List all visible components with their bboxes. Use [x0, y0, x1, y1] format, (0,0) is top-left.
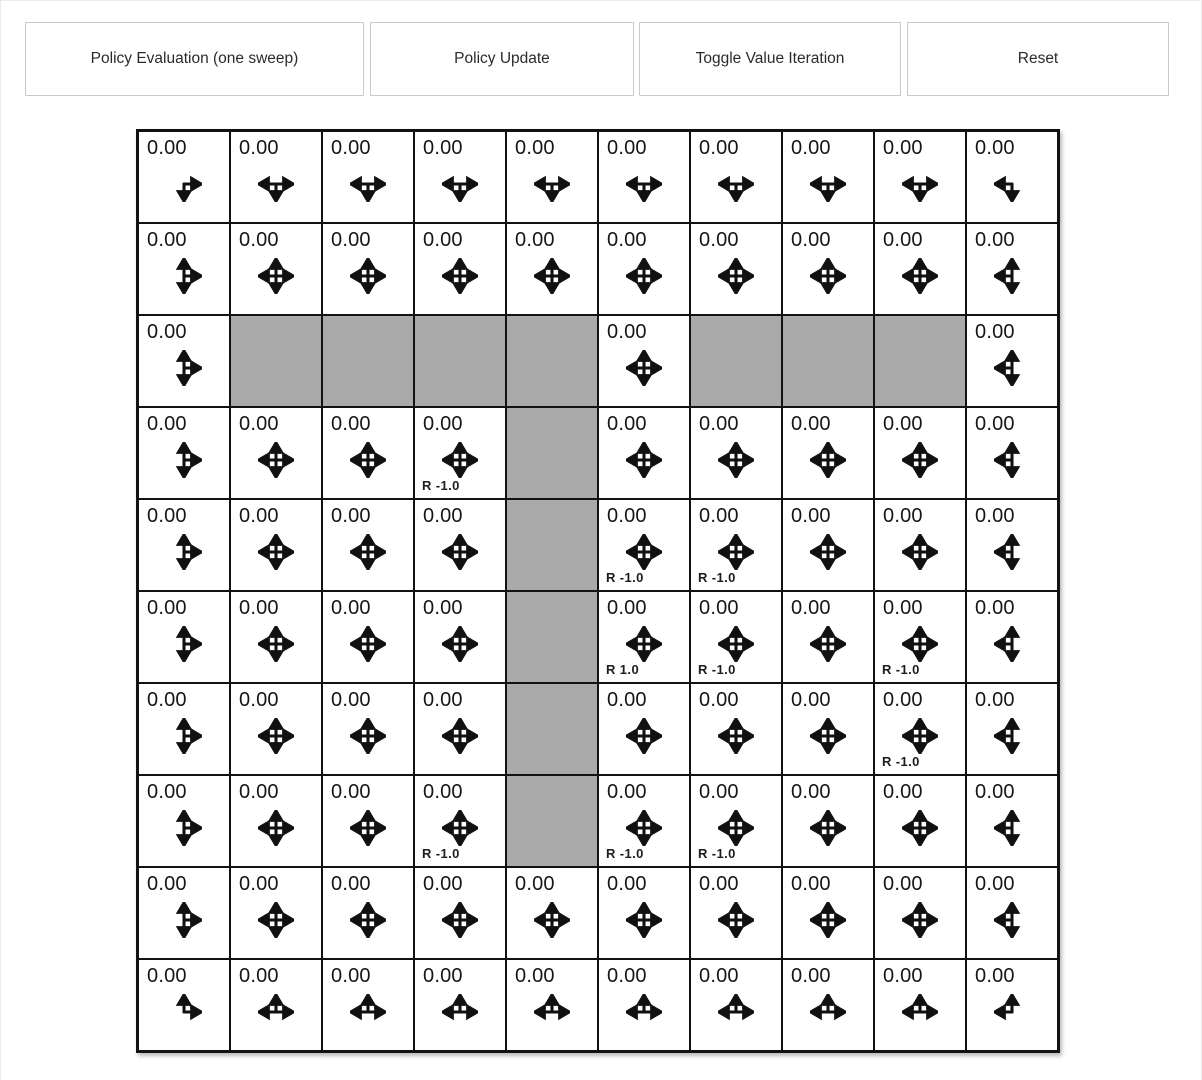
wall-cell: [506, 591, 598, 683]
state-cell[interactable]: [782, 499, 874, 591]
policy-arrow-icon: [718, 166, 754, 202]
policy-arrow-icon: [626, 994, 662, 1030]
state-cell[interactable]: [322, 499, 414, 591]
state-cell[interactable]: [966, 131, 1058, 223]
reward-label: R -1.0: [422, 846, 460, 861]
policy-arrow-icon: [626, 442, 662, 478]
state-value: 0.00: [423, 965, 463, 987]
state-value: 0.00: [331, 689, 371, 711]
state-value: 0.00: [147, 321, 187, 343]
policy-arrow-icon: [350, 258, 386, 294]
state-value: 0.00: [699, 505, 739, 527]
state-cell[interactable]: [874, 223, 966, 315]
policy-arrow-icon: [166, 442, 202, 478]
state-value: 0.00: [883, 597, 923, 619]
wall-cell: [690, 315, 782, 407]
state-cell[interactable]: [690, 591, 782, 683]
policy-arrow-icon: [626, 810, 662, 846]
state-value: 0.00: [883, 229, 923, 251]
state-value: 0.00: [423, 413, 463, 435]
state-cell[interactable]: [138, 131, 230, 223]
state-cell[interactable]: [414, 407, 506, 499]
reward-label: R -1.0: [882, 754, 920, 769]
state-cell[interactable]: [598, 591, 690, 683]
policy-arrow-icon: [258, 994, 294, 1030]
policy-arrow-icon: [258, 810, 294, 846]
state-value: 0.00: [791, 137, 831, 159]
state-cell[interactable]: [414, 775, 506, 867]
state-cell[interactable]: [690, 131, 782, 223]
policy-arrow-icon: [442, 442, 478, 478]
policy-arrow-icon: [994, 534, 1030, 570]
state-value: 0.00: [883, 689, 923, 711]
policy-arrow-icon: [810, 626, 846, 662]
state-value: 0.00: [147, 413, 187, 435]
policy-arrow-icon: [626, 350, 662, 386]
policy-arrow-icon: [902, 902, 938, 938]
policy-arrow-icon: [810, 810, 846, 846]
state-value: 0.00: [607, 689, 647, 711]
state-cell[interactable]: [598, 867, 690, 959]
state-value: 0.00: [239, 505, 279, 527]
policy-arrow-icon: [994, 350, 1030, 386]
policy-arrow-icon: [534, 166, 570, 202]
state-cell[interactable]: [230, 959, 322, 1051]
policy-arrow-icon: [626, 902, 662, 938]
state-value: 0.00: [975, 781, 1015, 803]
state-cell[interactable]: [138, 407, 230, 499]
policy-arrow-icon: [534, 902, 570, 938]
policy-arrow-icon: [166, 718, 202, 754]
state-value: 0.00: [607, 321, 647, 343]
policy-update-button[interactable]: Policy Update: [370, 22, 634, 96]
gridworld: [136, 129, 1060, 1053]
state-cell[interactable]: [414, 683, 506, 775]
state-value: 0.00: [975, 597, 1015, 619]
policy-arrow-icon: [350, 626, 386, 662]
state-value: 0.00: [883, 505, 923, 527]
state-value: 0.00: [699, 229, 739, 251]
state-cell[interactable]: [322, 223, 414, 315]
wall-cell: [230, 315, 322, 407]
wall-cell: [322, 315, 414, 407]
wall-cell: [874, 315, 966, 407]
state-value: 0.00: [975, 321, 1015, 343]
wall-cell: [506, 315, 598, 407]
state-cell[interactable]: [138, 591, 230, 683]
state-cell[interactable]: [966, 867, 1058, 959]
state-value: 0.00: [423, 873, 463, 895]
state-value: 0.00: [883, 781, 923, 803]
policy-evaluation-button[interactable]: Policy Evaluation (one sweep): [25, 22, 364, 96]
policy-arrow-icon: [718, 718, 754, 754]
policy-arrow-icon: [442, 258, 478, 294]
policy-arrow-icon: [166, 810, 202, 846]
state-cell[interactable]: [690, 407, 782, 499]
state-value: 0.00: [883, 965, 923, 987]
state-cell[interactable]: [138, 223, 230, 315]
policy-arrow-icon: [258, 718, 294, 754]
state-cell[interactable]: [874, 131, 966, 223]
state-value: 0.00: [147, 873, 187, 895]
policy-arrow-icon: [994, 626, 1030, 662]
state-value: 0.00: [975, 689, 1015, 711]
wall-cell: [506, 407, 598, 499]
state-cell[interactable]: [782, 407, 874, 499]
state-value: 0.00: [147, 597, 187, 619]
policy-arrow-icon: [994, 810, 1030, 846]
state-value: 0.00: [607, 965, 647, 987]
state-cell[interactable]: [598, 315, 690, 407]
policy-arrow-icon: [902, 718, 938, 754]
policy-arrow-icon: [442, 994, 478, 1030]
state-value: 0.00: [975, 137, 1015, 159]
policy-arrow-icon: [810, 442, 846, 478]
policy-arrow-icon: [626, 626, 662, 662]
policy-arrow-icon: [994, 718, 1030, 754]
policy-arrow-icon: [718, 626, 754, 662]
state-cell[interactable]: [782, 959, 874, 1051]
state-cell[interactable]: [782, 591, 874, 683]
policy-arrow-icon: [350, 902, 386, 938]
state-value: 0.00: [699, 597, 739, 619]
state-value: 0.00: [699, 873, 739, 895]
state-cell[interactable]: [598, 407, 690, 499]
policy-arrow-icon: [810, 258, 846, 294]
state-value: 0.00: [607, 873, 647, 895]
policy-arrow-icon: [534, 258, 570, 294]
policy-arrow-icon: [902, 626, 938, 662]
reward-label: R -1.0: [698, 570, 736, 585]
reset-button[interactable]: Reset: [907, 22, 1169, 96]
reward-label: R -1.0: [606, 570, 644, 585]
state-cell[interactable]: [690, 775, 782, 867]
state-cell[interactable]: [598, 499, 690, 591]
state-value: 0.00: [239, 689, 279, 711]
state-cell[interactable]: [598, 959, 690, 1051]
reward-label: R -1.0: [882, 662, 920, 677]
state-cell[interactable]: [690, 223, 782, 315]
state-value: 0.00: [607, 413, 647, 435]
state-value: 0.00: [607, 505, 647, 527]
state-cell[interactable]: [598, 775, 690, 867]
policy-arrow-icon: [902, 534, 938, 570]
policy-arrow-icon: [534, 994, 570, 1030]
state-cell[interactable]: [782, 683, 874, 775]
policy-arrow-icon: [902, 810, 938, 846]
state-cell[interactable]: [230, 591, 322, 683]
state-value: 0.00: [791, 873, 831, 895]
policy-arrow-icon: [442, 810, 478, 846]
state-cell[interactable]: [230, 499, 322, 591]
state-cell[interactable]: [322, 131, 414, 223]
wall-cell: [506, 683, 598, 775]
policy-arrow-icon: [442, 534, 478, 570]
state-value: 0.00: [147, 965, 187, 987]
state-value: 0.00: [791, 965, 831, 987]
policy-arrow-icon: [258, 902, 294, 938]
state-cell[interactable]: [874, 407, 966, 499]
state-value: 0.00: [607, 229, 647, 251]
state-cell[interactable]: [230, 683, 322, 775]
state-cell[interactable]: [966, 683, 1058, 775]
state-value: 0.00: [607, 137, 647, 159]
state-cell[interactable]: [966, 315, 1058, 407]
state-cell[interactable]: [874, 959, 966, 1051]
policy-arrow-icon: [810, 994, 846, 1030]
policy-arrow-icon: [166, 994, 202, 1030]
policy-arrow-icon: [258, 534, 294, 570]
state-cell[interactable]: [782, 223, 874, 315]
policy-arrow-icon: [994, 902, 1030, 938]
state-cell[interactable]: [874, 683, 966, 775]
reward-label: R -1.0: [698, 662, 736, 677]
wall-cell: [506, 499, 598, 591]
state-value: 0.00: [331, 873, 371, 895]
state-value: 0.00: [515, 965, 555, 987]
state-cell[interactable]: [690, 499, 782, 591]
policy-arrow-icon: [994, 994, 1030, 1030]
state-value: 0.00: [239, 597, 279, 619]
state-value: 0.00: [699, 689, 739, 711]
policy-arrow-icon: [626, 534, 662, 570]
state-cell[interactable]: [322, 867, 414, 959]
state-cell[interactable]: [966, 407, 1058, 499]
state-cell[interactable]: [230, 407, 322, 499]
state-value: 0.00: [883, 873, 923, 895]
state-value: 0.00: [791, 413, 831, 435]
policy-arrow-icon: [442, 902, 478, 938]
policy-arrow-icon: [902, 166, 938, 202]
state-value: 0.00: [331, 137, 371, 159]
state-value: 0.00: [239, 229, 279, 251]
policy-arrow-icon: [442, 626, 478, 662]
policy-arrow-icon: [350, 810, 386, 846]
policy-arrow-icon: [810, 534, 846, 570]
state-cell[interactable]: [138, 315, 230, 407]
state-cell[interactable]: [874, 499, 966, 591]
policy-arrow-icon: [626, 166, 662, 202]
policy-arrow-icon: [166, 258, 202, 294]
state-cell[interactable]: [414, 591, 506, 683]
state-value: 0.00: [331, 597, 371, 619]
state-value: 0.00: [147, 229, 187, 251]
state-value: 0.00: [883, 137, 923, 159]
state-cell[interactable]: [966, 223, 1058, 315]
state-value: 0.00: [331, 229, 371, 251]
policy-arrow-icon: [994, 442, 1030, 478]
state-value: 0.00: [515, 137, 555, 159]
state-cell[interactable]: [414, 867, 506, 959]
state-value: 0.00: [423, 505, 463, 527]
policy-arrow-icon: [902, 442, 938, 478]
toggle-value-iteration-button[interactable]: Toggle Value Iteration: [639, 22, 901, 96]
state-value: 0.00: [699, 137, 739, 159]
state-cell[interactable]: [230, 131, 322, 223]
state-value: 0.00: [423, 137, 463, 159]
state-cell[interactable]: [138, 683, 230, 775]
state-cell[interactable]: [414, 223, 506, 315]
state-value: 0.00: [975, 229, 1015, 251]
reward-label: R -1.0: [698, 846, 736, 861]
policy-arrow-icon: [350, 534, 386, 570]
state-cell[interactable]: [598, 223, 690, 315]
reward-label: R -1.0: [606, 846, 644, 861]
policy-arrow-icon: [994, 166, 1030, 202]
state-cell[interactable]: [230, 223, 322, 315]
policy-arrow-icon: [718, 994, 754, 1030]
state-cell[interactable]: [966, 499, 1058, 591]
state-value: 0.00: [423, 689, 463, 711]
policy-arrow-icon: [166, 350, 202, 386]
state-value: 0.00: [147, 689, 187, 711]
state-cell[interactable]: [322, 959, 414, 1051]
state-cell[interactable]: [414, 131, 506, 223]
policy-arrow-icon: [902, 258, 938, 294]
state-cell[interactable]: [506, 131, 598, 223]
state-cell[interactable]: [506, 867, 598, 959]
state-value: 0.00: [239, 137, 279, 159]
policy-arrow-icon: [258, 442, 294, 478]
state-cell[interactable]: [966, 775, 1058, 867]
state-value: 0.00: [239, 873, 279, 895]
policy-arrow-icon: [166, 534, 202, 570]
state-value: 0.00: [239, 965, 279, 987]
state-value: 0.00: [423, 229, 463, 251]
state-cell[interactable]: [230, 775, 322, 867]
state-cell[interactable]: [598, 683, 690, 775]
state-cell[interactable]: [322, 591, 414, 683]
policy-arrow-icon: [718, 902, 754, 938]
state-cell[interactable]: [506, 959, 598, 1051]
state-value: 0.00: [975, 965, 1015, 987]
policy-arrow-icon: [718, 534, 754, 570]
state-cell[interactable]: [690, 867, 782, 959]
state-cell[interactable]: [874, 775, 966, 867]
policy-arrow-icon: [718, 810, 754, 846]
wall-cell: [414, 315, 506, 407]
state-value: 0.00: [791, 229, 831, 251]
policy-arrow-icon: [166, 626, 202, 662]
state-cell[interactable]: [782, 131, 874, 223]
reward-label: R -1.0: [422, 478, 460, 493]
policy-arrow-icon: [902, 994, 938, 1030]
state-cell[interactable]: [322, 775, 414, 867]
state-cell[interactable]: [414, 959, 506, 1051]
policy-arrow-icon: [994, 258, 1030, 294]
policy-arrow-icon: [810, 902, 846, 938]
state-value: 0.00: [515, 229, 555, 251]
policy-arrow-icon: [718, 258, 754, 294]
state-value: 0.00: [607, 781, 647, 803]
state-cell[interactable]: [782, 775, 874, 867]
state-cell[interactable]: [322, 683, 414, 775]
state-cell[interactable]: [414, 499, 506, 591]
policy-arrow-icon: [258, 166, 294, 202]
state-value: 0.00: [791, 689, 831, 711]
state-value: 0.00: [331, 413, 371, 435]
wall-cell: [782, 315, 874, 407]
wall-cell: [506, 775, 598, 867]
policy-arrow-icon: [350, 442, 386, 478]
state-cell[interactable]: [690, 959, 782, 1051]
state-cell[interactable]: [966, 959, 1058, 1051]
policy-arrow-icon: [350, 718, 386, 754]
state-cell[interactable]: [138, 499, 230, 591]
state-value: 0.00: [239, 413, 279, 435]
state-value: 0.00: [975, 505, 1015, 527]
state-cell[interactable]: [506, 223, 598, 315]
state-cell[interactable]: [966, 591, 1058, 683]
state-cell[interactable]: [690, 683, 782, 775]
policy-arrow-icon: [626, 258, 662, 294]
policy-arrow-icon: [258, 258, 294, 294]
state-cell[interactable]: [138, 775, 230, 867]
state-cell[interactable]: [874, 867, 966, 959]
state-value: 0.00: [791, 597, 831, 619]
state-cell[interactable]: [874, 591, 966, 683]
state-value: 0.00: [699, 965, 739, 987]
state-value: 0.00: [423, 597, 463, 619]
policy-arrow-icon: [810, 166, 846, 202]
policy-arrow-icon: [350, 994, 386, 1030]
state-value: 0.00: [147, 137, 187, 159]
state-value: 0.00: [699, 781, 739, 803]
state-cell[interactable]: [230, 867, 322, 959]
state-value: 0.00: [331, 781, 371, 803]
policy-arrow-icon: [718, 442, 754, 478]
state-cell[interactable]: [782, 867, 874, 959]
state-value: 0.00: [331, 965, 371, 987]
policy-arrow-icon: [166, 166, 202, 202]
reward-label: R 1.0: [606, 662, 640, 677]
state-value: 0.00: [883, 413, 923, 435]
state-value: 0.00: [975, 413, 1015, 435]
state-value: 0.00: [147, 505, 187, 527]
state-value: 0.00: [699, 413, 739, 435]
state-value: 0.00: [239, 781, 279, 803]
state-cell[interactable]: [598, 131, 690, 223]
state-value: 0.00: [423, 781, 463, 803]
policy-arrow-icon: [350, 166, 386, 202]
state-cell[interactable]: [138, 867, 230, 959]
policy-arrow-icon: [442, 718, 478, 754]
state-value: 0.00: [791, 505, 831, 527]
policy-arrow-icon: [626, 718, 662, 754]
state-value: 0.00: [607, 597, 647, 619]
state-value: 0.00: [975, 873, 1015, 895]
state-cell[interactable]: [322, 407, 414, 499]
state-value: 0.00: [147, 781, 187, 803]
policy-arrow-icon: [810, 718, 846, 754]
state-value: 0.00: [331, 505, 371, 527]
policy-arrow-icon: [258, 626, 294, 662]
policy-arrow-icon: [166, 902, 202, 938]
state-value: 0.00: [791, 781, 831, 803]
policy-arrow-icon: [442, 166, 478, 202]
state-cell[interactable]: [138, 959, 230, 1051]
state-value: 0.00: [515, 873, 555, 895]
